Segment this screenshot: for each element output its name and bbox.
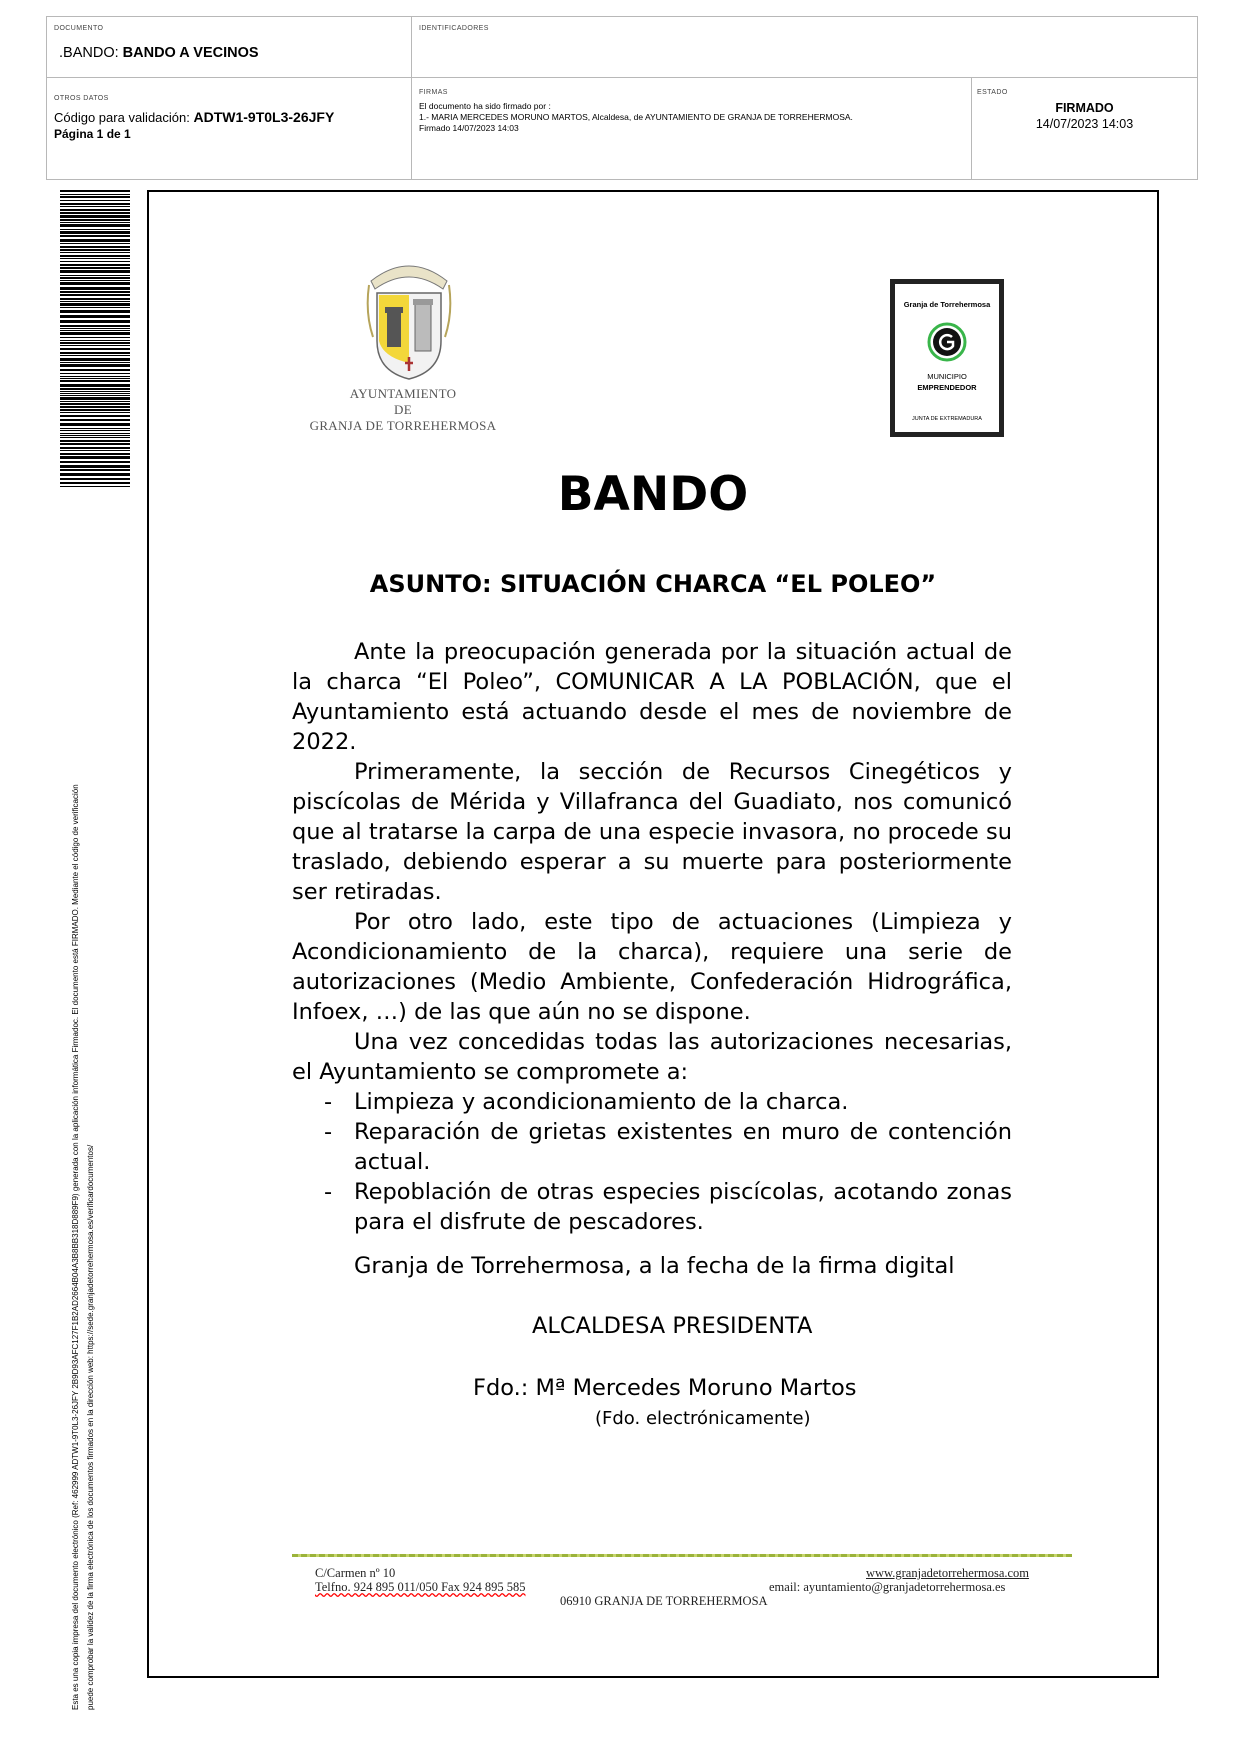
estado-value: FIRMADO: [1055, 101, 1114, 115]
subject-heading: ASUNTO: SITUACIÓN CHARCA “EL POLEO”: [369, 570, 937, 598]
paragraph: Por otro lado, este tipo de actuaciones (Limpieza y Acondicionamiento de la charca), requiere una serie de autorizaciones (Medio Ambiente, Confederación Hidrográfica, Infoex, …) de las que aún no se dispone.: [292, 909, 1012, 1025]
ayuntamiento-line-3: GRANJA DE TORREHERMOSA: [309, 418, 497, 433]
list-item: [292, 1087, 1012, 1117]
firmas-line-2: 1.- MARIA MERCEDES MORUNO MARTOS, Alcaldesa, de AYUNTAMIENTO DE GRANJA DE TORREHERMOSA.: [419, 112, 853, 122]
footer-email[interactable]: email: ayuntamiento@granjadetorrehermosa.es: [769, 1580, 1006, 1594]
document-prefix: .BANDO:: [59, 45, 123, 61]
document-body: [292, 637, 1012, 1237]
validation-code: [54, 109, 334, 125]
commitment-list: [292, 1087, 1012, 1237]
municipio-emprendedor-logo: [890, 279, 1004, 437]
footer-rule: [292, 1554, 1072, 1557]
signer-role: ALCALDESA PRESIDENTA: [532, 1313, 813, 1339]
logo-footer: JUNTA DE EXTREMADURA: [912, 416, 982, 422]
document-title: BANDO A VECINOS: [122, 45, 259, 61]
place-date: Granja de Torrehermosa, a la fecha de la firma digital: [354, 1253, 955, 1279]
emprendedor-ring-icon: [926, 321, 968, 363]
firmas-caption: FIRMAS: [419, 89, 448, 96]
list-dash: -: [324, 1119, 333, 1145]
validation-code-label: Código para validación:: [54, 110, 194, 125]
list-item-text: Limpieza y acondicionamiento de la charca.: [354, 1089, 849, 1115]
side-verification-line-1: Esta es una copia impresa del documento electrónico (Ref: 462999 ADTW1-9T0L3-26JFY 2B9D93AFC127F1B2AD2664B04A3B8BB318D889F9) generada con la aplicación informática Firmadoc. El documento está FIRMADO. Mediante el código de verificación: [71, 784, 80, 1710]
page-title: BANDO: [557, 467, 749, 522]
logo-sub-1: MUNICIPIO: [927, 372, 967, 381]
list-item-text: Reparación de grietas existentes en muro de contención actual.: [354, 1119, 1012, 1175]
header-divider: [47, 77, 1197, 78]
list-item: [292, 1177, 1012, 1237]
signer-name: Fdo.: Mª Mercedes Moruno Martos: [473, 1375, 857, 1401]
header-box: [46, 16, 1198, 180]
list-item-text: Repoblación de otras especies piscícolas, acotando zonas para el disfrute de pescadores.: [354, 1179, 1012, 1235]
list-item: [292, 1117, 1012, 1177]
coat-of-arms-image: [363, 253, 455, 383]
logo-sub-2: EMPRENDEDOR: [917, 383, 977, 392]
document-type: [59, 45, 259, 61]
footer-postal: 06910 GRANJA DE TORREHERMOSA: [560, 1594, 768, 1608]
footer-web-link[interactable]: www.granjadetorrehermosa.com: [866, 1566, 1030, 1580]
identificadores-caption: IDENTIFICADORES: [419, 25, 489, 32]
validation-code-value: ADTW1-9T0L3-26JFY: [193, 109, 335, 125]
ayuntamiento-line-1: AYUNTAMIENTO: [349, 386, 457, 401]
footer-phone: Telfno. 924 895 011/050 Fax 924 895 585: [315, 1580, 526, 1594]
paragraph: Una vez concedidas todas las autorizaciones necesarias, el Ayuntamiento se compromete a:: [292, 1029, 1012, 1085]
logo-title: Granja de Torrehermosa: [903, 300, 991, 309]
signer-note: (Fdo. electrónicamente): [595, 1408, 811, 1429]
list-dash: -: [324, 1089, 333, 1115]
ayuntamiento-label: [288, 386, 518, 434]
side-verification-text: [68, 490, 98, 1710]
barcode-image: [60, 190, 130, 487]
ayuntamiento-line-2: DE: [394, 402, 412, 417]
paragraph: Primeramente, la sección de Recursos Cinegéticos y piscícolas de Mérida y Villafranca del Guadiato, nos comunicó que al tratarse la carpa de una especie invasora, no procede su traslado, debiendo esperar a su muerte para posteriormente ser retiradas.: [292, 759, 1012, 905]
page-indicator: Página 1 de 1: [54, 127, 131, 141]
firmas-line-1: El documento ha sido firmado por :: [419, 101, 551, 111]
list-dash: -: [324, 1179, 333, 1205]
estado-caption: ESTADO: [977, 89, 1008, 96]
estado-date: 14/07/2023 14:03: [1035, 117, 1134, 131]
side-verification-line-2: puede comprobar la validez de la firma electrónica de los documentos firmados en la dirección web: https://sede.granjadetorrehermosa.es/verificardocumentos/: [86, 1144, 95, 1710]
header-column-divider: [411, 17, 412, 179]
footer-address: C/Carmen nº 10: [315, 1566, 396, 1580]
documento-caption: DOCUMENTO: [54, 25, 104, 32]
otros-datos-caption: OTROS DATOS: [54, 95, 109, 102]
paragraph: Ante la preocupación generada por la situación actual de la charca “El Poleo”, COMUNICAR A LA POBLACIÓN, que el Ayuntamiento está actuando desde el mes de noviembre de 2022.: [292, 639, 1012, 755]
firmas-line-3: Firmado 14/07/2023 14:03: [419, 123, 519, 133]
